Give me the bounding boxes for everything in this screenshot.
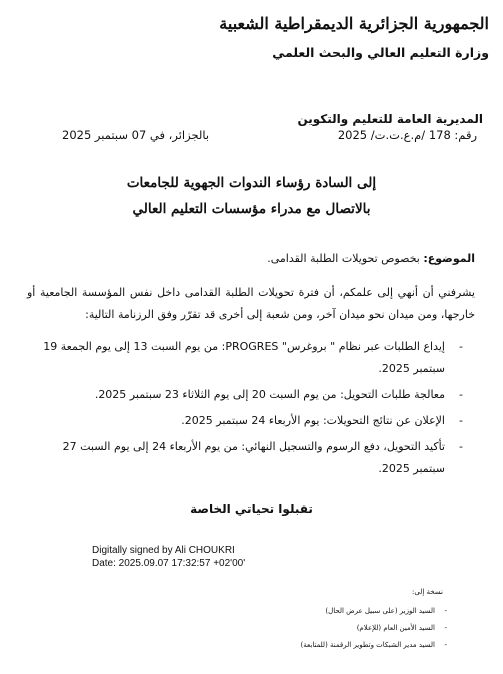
copy-recipient [301,620,447,637]
schedule-item [33,436,463,480]
intro-paragraph: يشرفني أن أنهي إلى علمكم، أن فترة تحويلات الطلبة القدامى داخل نفس المؤسسة الجامعية أو خارجها، ومن ميدان نحو ميدان آخر، ومن شعبة إلى أخرى قد تقرّر وفق الرزنامة التالية: [27,286,475,321]
subject-label: الموضوع: [423,252,475,265]
copy-recipient [301,603,447,620]
bullet-dash-icon: - [459,388,463,401]
copies-list [301,603,447,654]
directorate-header: المديرية العامة للتعليم والتكوين [297,112,483,126]
copy-recipient-text: السيد الوزير (على سبيل عرض الحال) [325,607,435,615]
addressee-line-1: إلى السادة رؤساء الندوات الجهوية للجامعات [126,175,377,191]
copy-recipient [301,637,447,654]
reference-number: رقم: 178 /م.ع.ت.ت/ 2025 [337,128,477,142]
republic-header: الجمهورية الجزائرية الديمقراطية الشعبية [219,14,489,33]
schedule-item [33,384,463,406]
document-date: بالجزائر، في 07 سبتمبر 2025 [62,128,210,142]
bullet-dash-icon: - [459,440,463,453]
bullet-dash-icon: - [444,607,447,615]
schedule-item-text: تأكيد التحويل، دفع الرسوم والتسجيل النهائي: من يوم الأربعاء 24 إلى يوم السبت 27 سبتمبر 2025. [62,440,445,475]
schedule-item [33,336,463,380]
bullet-dash-icon: - [444,624,447,632]
bullet-dash-icon: - [444,641,447,649]
schedule-item [33,410,463,432]
addressee-line-2: بالاتصال مع مدراء مؤسسات التعليم العالي [132,201,371,217]
bullet-dash-icon: - [459,414,463,427]
schedule-item-text: معالجة طلبات التحويل: من يوم السبت 20 إلى يوم الثلاثاء 23 سبتمبر 2025. [94,388,445,401]
ministry-header: وزارة التعليم العالي والبحث العلمي [272,45,489,60]
schedule-item-text: الإعلان عن نتائج التحويلات: يوم الأربعاء 24 سبتمبر 2025. [181,414,445,427]
copy-recipient-text: السيد الأمين العام (للإعلام) [356,624,435,632]
subject-line [267,252,475,265]
digital-signature-name: Digitally signed by Ali CHOUKRI [92,545,235,556]
schedule-list [33,336,463,484]
schedule-item-text: إيداع الطلبات عبر نظام " بروغرس" PROGRES: من يوم السبت 13 إلى يوم الجمعة 19 سبتمبر 2025. [43,340,445,375]
bullet-dash-icon: - [459,340,463,353]
subject-text: بخصوص تحويلات الطلبة القدامى. [267,252,424,265]
digital-signature-date: Date: 2025.09.07 17:32:57 +02'00' [92,558,246,569]
closing-salutation: تقبلوا تحياتي الخاصة [190,502,313,516]
copy-recipient-text: السيد مدير الشبكات وتطوير الرقمنة (للمتابعة) [300,641,435,649]
copies-title: نسخة إلى: [412,588,443,596]
